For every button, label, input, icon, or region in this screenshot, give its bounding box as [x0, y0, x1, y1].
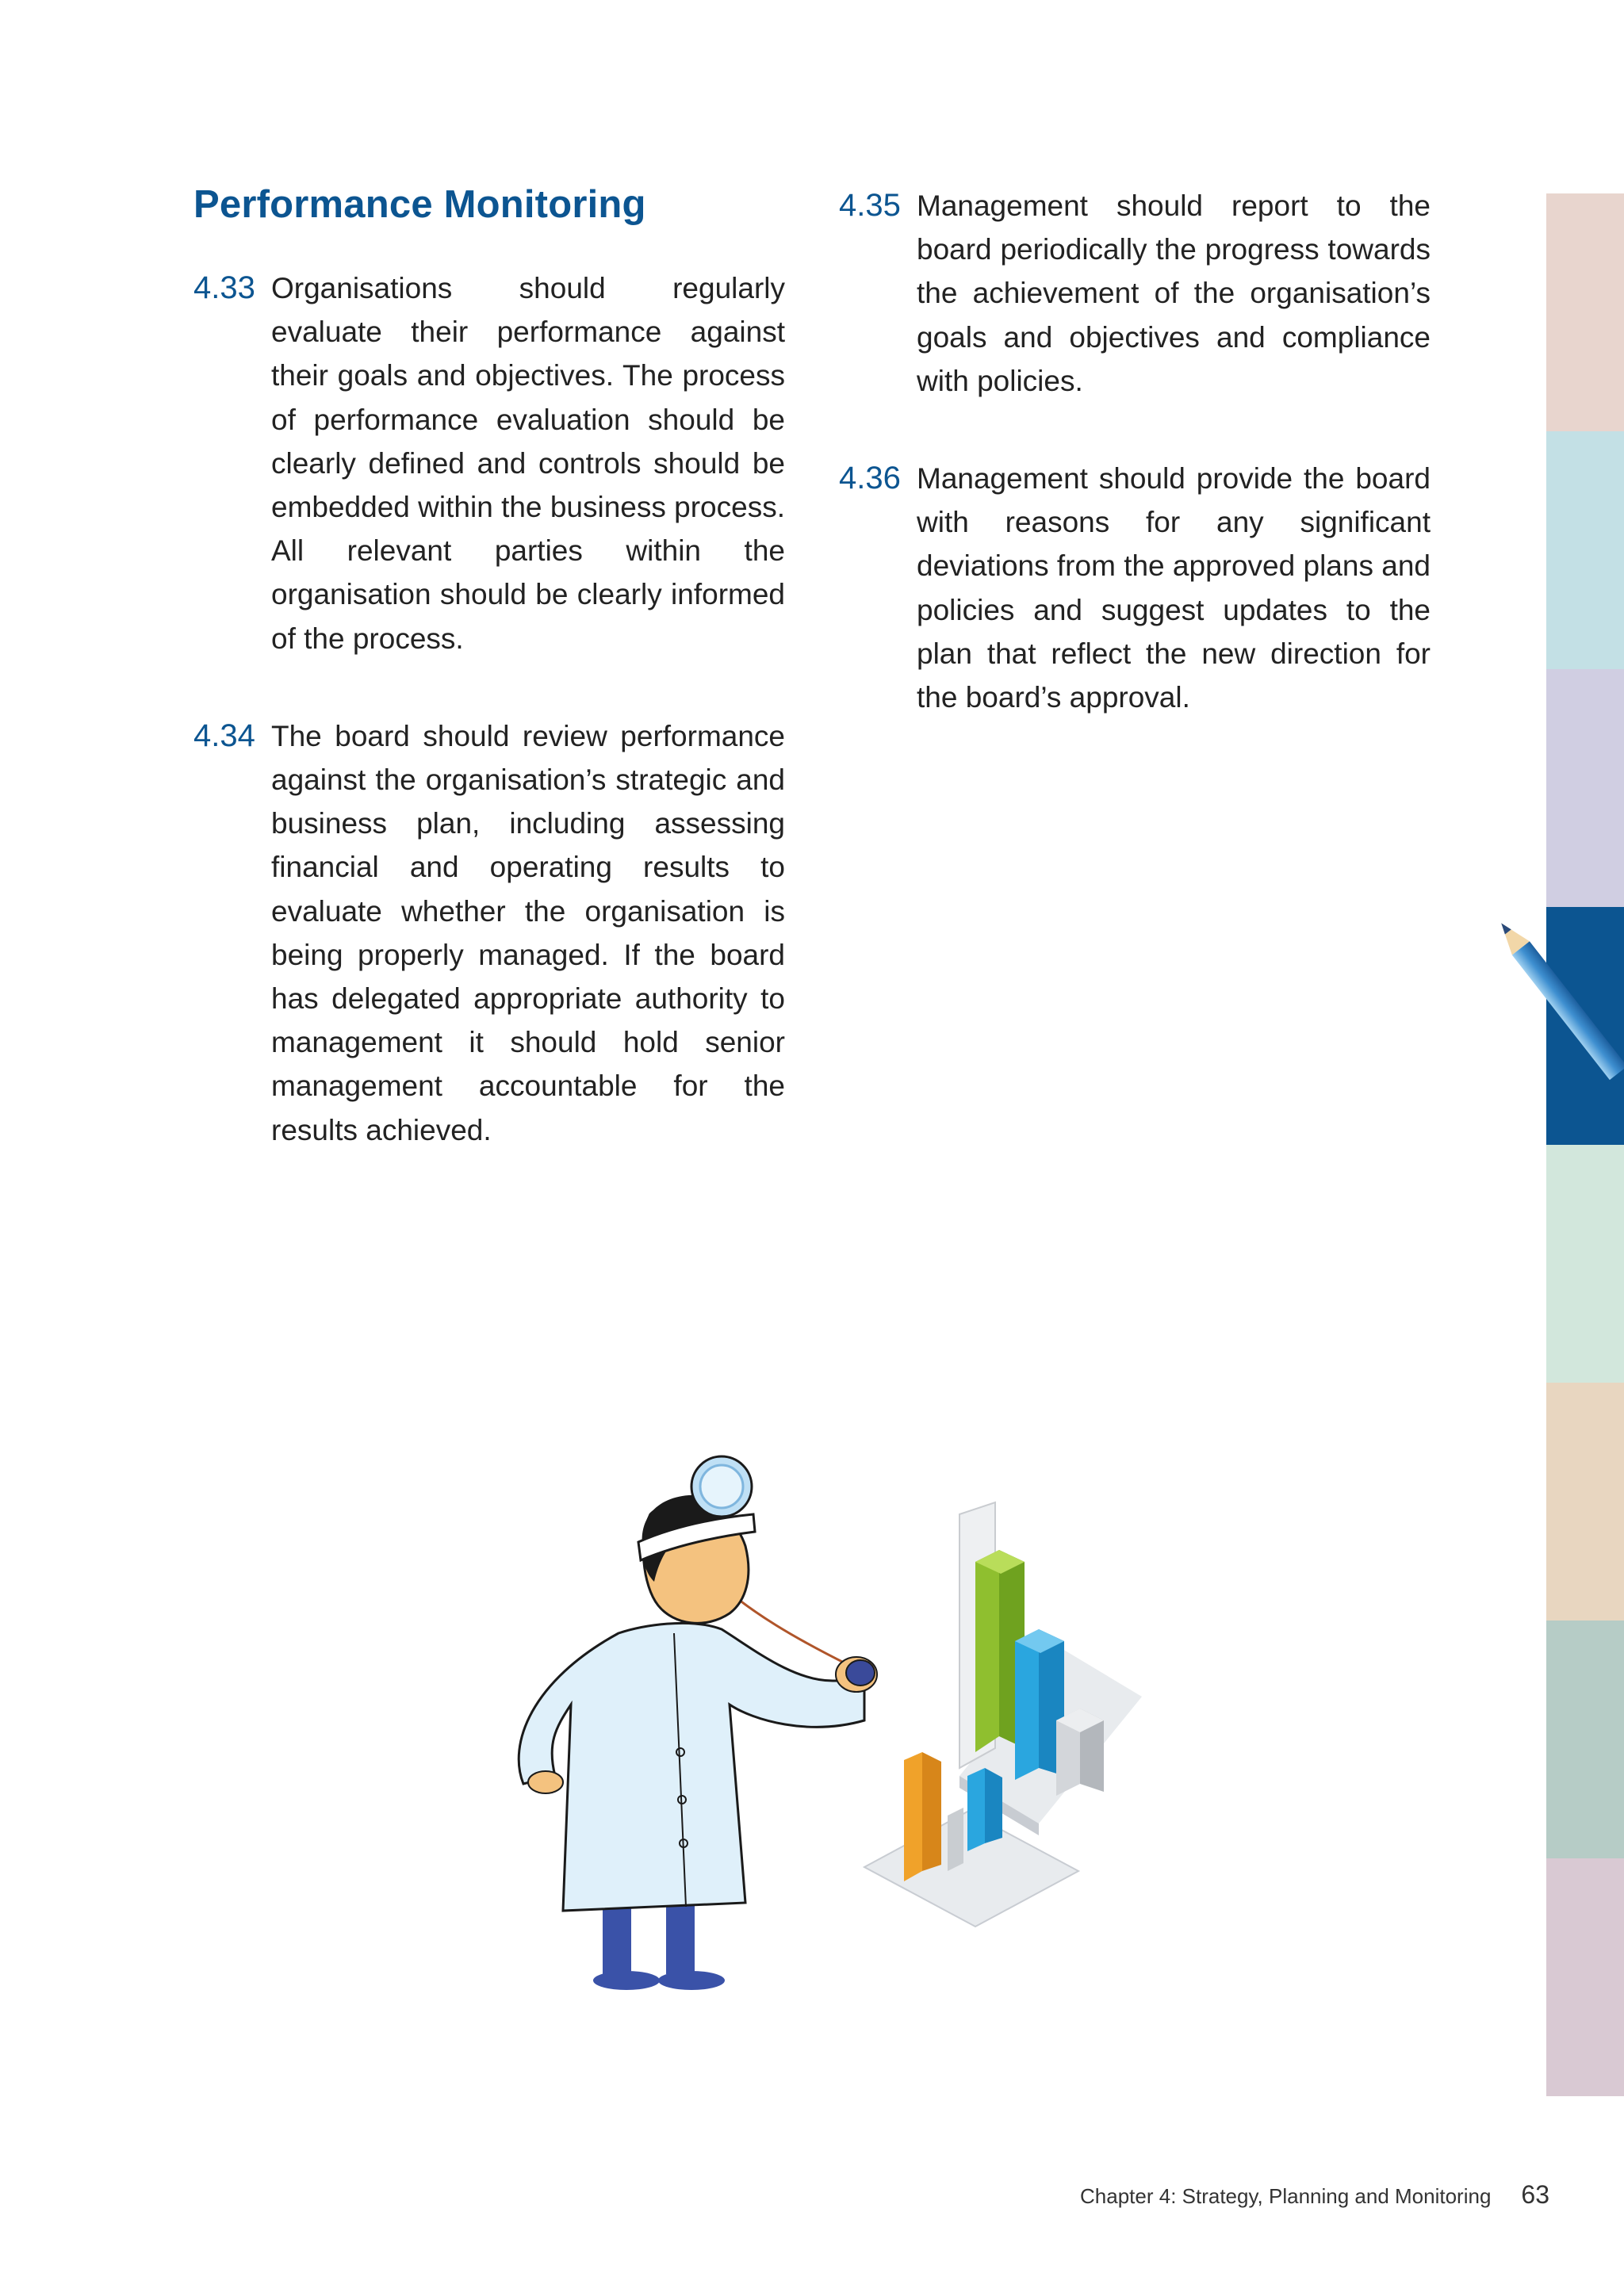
chapter-tab	[1546, 1621, 1624, 1858]
paragraph-4-35	[839, 184, 1431, 403]
chapter-tab	[1546, 1145, 1624, 1383]
chapter-tab	[1546, 431, 1624, 669]
page-number: 63	[1521, 2180, 1549, 2209]
paragraph-text: Organisations should regularly evaluate their performance against their goals and objectives. The process of performance evaluation should be clearly defined and controls should be embedded within the business process. All relevant parties within the organisation should be clearly informed of the process.	[271, 272, 785, 655]
page-footer	[1080, 2180, 1549, 2210]
chapter-tab	[1546, 1383, 1624, 1621]
section-title: Performance Monitoring	[193, 183, 646, 226]
chapter-tab	[1546, 669, 1624, 907]
right-column	[839, 184, 1431, 773]
paragraph-text: The board should review performance against the organisation’s strategic and business plan, including assessing financial and operating results to evaluate whether the organisation is being properly managed. If the board has delegated appropriate authority to management it should hold senior management accountable for the results achieved.	[271, 719, 785, 1146]
pencil-icon	[1491, 904, 1624, 1086]
paragraph-4-33	[193, 266, 785, 660]
footer-chapter: Chapter 4: Strategy, Planning and Monitoring	[1080, 2184, 1492, 2208]
paragraph-4-36	[839, 457, 1431, 719]
paragraph-text: Management should report to the board periodically the progress towards the achievement of the organisation’s goals and objectives and compliance with policies.	[917, 189, 1431, 397]
paragraph-number: 4.33	[193, 270, 255, 305]
chapter-tab	[1546, 1858, 1624, 2096]
paragraph-number: 4.35	[839, 188, 901, 223]
doctor-illustration	[492, 1443, 1150, 2014]
paragraph-number: 4.36	[839, 461, 901, 496]
chapter-tabs	[1546, 193, 1624, 2096]
paragraph-4-34	[193, 714, 785, 1152]
paragraph-text: Management should provide the board with reasons for any significant deviations from the approved plans and policies and suggest updates to the plan that reflect the new direction for the board’s approval.	[917, 462, 1431, 714]
paragraph-number: 4.34	[193, 718, 255, 753]
left-column	[193, 182, 785, 1206]
chapter-tab	[1546, 193, 1624, 431]
